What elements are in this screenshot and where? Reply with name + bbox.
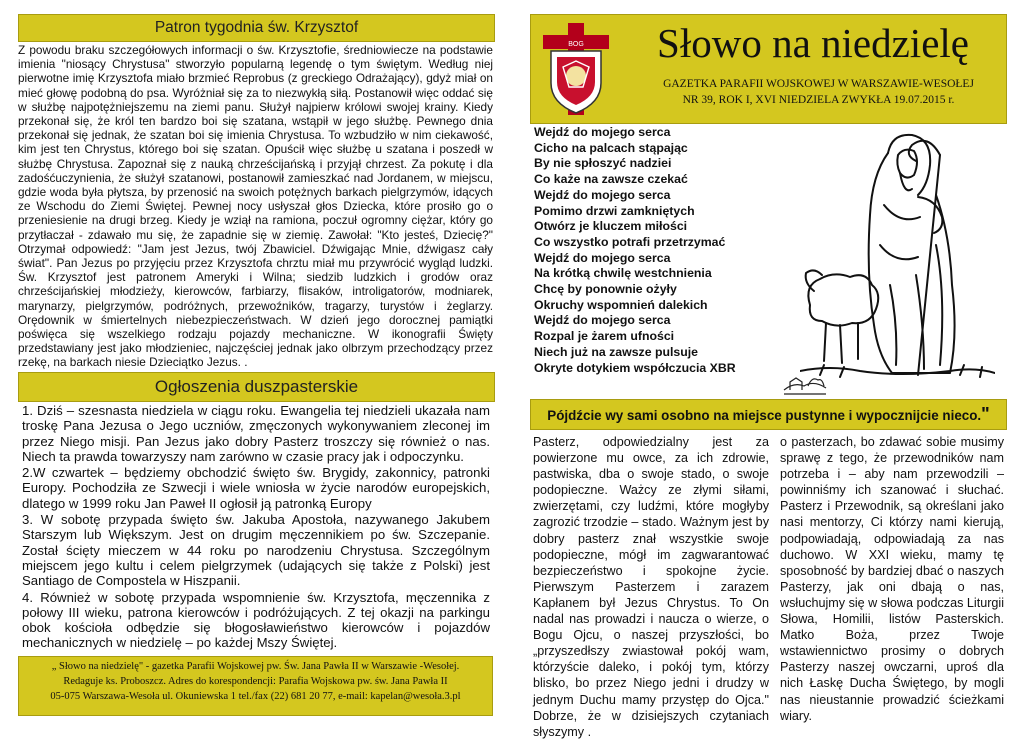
masthead [530,14,1007,124]
poem-line: Cicho na palcach stąpając [534,140,688,155]
reflection-text-right: o pasterzach, bo zdawać sobie musimy sprawę z tego, że przewodników nam potrzeba i – aby nam przewodzili – powinniśmy ich szanować i słuchać. Pasterz i Przewodnik, są określani jako nasi mentorzy, Ci którzy nami kierują, podpowiadają, odpowiadają za nas duchowo. W XXI wieku, mamy tę sposobność by bardziej dbać o naszych Pasterzy, jak oni dbają o nas, wsłuchujmy się w słowa podczas Liturgii Słowa, Homilii, listów Pasterskich. Matko Boża, przez Twoje wstawiennictwo prosimy o dobrych Pasterzy naszej owczarni, uproś dla nich Łaskę Ducha Świętego, by mogli nas nieustannie prowadzić ścieżkami wiary. [780,435,1004,723]
announcement-item: 3. W sobotę przypada święto św. Jakuba Apostoła, nazywanego Jakubem Starszym lub Większym. Jest on drugim męczennikiem po św. Szczepanie. Został ścięty mieczem w 44 roku po narodzeniu Chrystusa. Szczególnym miejscem jego kultu i celem pielgrzymek (udających się także z Polski) jest Santiago de Compostela w Hiszpanii. [22,512,490,589]
masthead-title: Słowo na niedzielę [657,20,969,66]
footer-box [18,656,493,716]
poem-line: Co wszystko potrafi przetrzymać [534,234,726,249]
announcements-list [22,403,490,652]
reflection-column-right [780,434,1004,724]
quote-mark: " [981,404,990,424]
announcement-item: 2.W czwartek – będziemy obchodzić święto św. Brygidy, zakonnicy, patronki Europy. Pochodziła ze Szwecji i wiele wniosła w życie narodów europejskich, dlatego w 1999 roku Jan Paweł II ogłosił ją patronką Europy [22,465,490,511]
announcements-heading: Ogłoszenia duszpasterskie [154,377,359,396]
announcement-item: 1. Dziś – szesnasta niedziela w ciągu roku. Ewangelia tej niedzieli ukazała nam troskę Pana Jezusa o Jego uczniów, zmęczonych wykonywaniem zleconej im przez Niego misji. Pan Jezus jako dobry Pasterz troszczy się również o nas. Niech ta prawda towarzyszy nam zarówno w czasie pracy jak i odpoczynku. [22,403,490,464]
gospel-quote: Pójdźcie wy sami osobno na miejsce pustynne i wypocznijcie nieco. [547,408,982,423]
poem-line: Niech już na zawsze pulsuje [534,344,699,359]
poem-line: Wejdź do mojego serca [534,250,671,265]
poem-line: Wejdź do mojego serca [534,125,671,139]
patron-heading: Patron tygodnia św. Krzysztof [154,19,359,36]
masthead-subtitle: GAZETKA PARAFII WOJSKOWEJ W WARSZAWIE-WESOŁEJ [663,78,974,90]
poem-line: Pomimo drzwi zamkniętych [534,203,695,218]
footer-line-3: 05-075 Warszawa-Wesoła ul. Okuniewska 1 tel./fax (22) 681 20 77, e-mail: kapelan@wesoła.3.pl [50,691,461,702]
poem-line: Wejdź do mojego serca [534,313,671,328]
poem-line: Rozpal je żarem ufności [534,329,675,344]
announcements-heading-bar [18,372,495,402]
gospel-quote-bar [530,399,1007,430]
poem-line: By nie spłoszyć nadziei [534,156,672,171]
poem-line: Otwórz je kluczem miłości [534,219,688,234]
masthead-issue: NR 39, ROK I, XVI NIEDZIELA ZWYKŁA 19.07.2015 r. [682,94,955,106]
reflection-column-left [533,434,769,740]
footer-line-2: Redaguje ks. Proboszcz. Adres do korespondencji: Parafia Wojskowa pw. św. Jana Pawła II [63,676,448,687]
small-landscape-icon [782,368,828,396]
poem-line: Wejdź do mojego serca [534,187,671,202]
good-shepherd-illustration-icon [800,125,995,390]
reflection-text-left: Pasterz, odpowiedzialny jest za powierzone mu owce, za ich zdrowie, pastwiska, dba o swoje stado, o swoje podopieczne. Ważcy ze złymi siłami, zwierzętami, czy ludźmi, które mogłyby zagrozić trzodzie – stado. Ważnym jest by dobry pasterz znał wszystkie swoje podopieczne, mógł im zagwarantować bezpieczeństwo i spokojne życie. Pierwszym Pasterzem i zarazem Kapłanem był Jezus Chrystus. To On nadal nas prowadzi i naucza o wierze, o Bogu Ojcu, o naszej przyszłości, bo „przyszedłszy zwiastował pokój wam, którzyście daleko, i pokój tym, którzy blisko, bo przez Niego jedni i drudzy w jednym Duchu mamy przystęp do Ojca." Dobrze, że w dzisiejszych czytaniach słyszymy . [533,435,769,739]
patron-heading-bar [18,14,495,42]
military-ordinariate-emblem-icon [537,21,615,117]
poem-line: Co każe na zawsze czekać [534,172,688,187]
patron-article [18,43,493,370]
poem-line: Okruchy wspomnień dalekich [534,297,708,312]
footer-line-1: „ Słowo na niedzielę" - gazetka Parafii Wojskowej pw. Św. Jana Pawła II w Warszawie -Wesołej. [51,661,460,672]
announcement-item: 4. Również w sobotę przypada wspomnienie św. Krzysztofa, męczennika z połowy III wieku, patrona kierowców i podróżujących. Z tej okazji na parkingu obok kościoła odbędzie się błogosławieństwo kierowców i pojazdów mechanicznych w niedzielę – po każdej Mszy Świętej. [22,589,490,651]
poem-line: Okryte dotykiem współczucia XBR [534,360,736,375]
poem [534,125,794,376]
emblem-label: BOG [568,41,584,48]
patron-article-text: Z powodu braku szczegółowych informacji o św. Krzysztofie, średniowiecze na podstawie imienia "niosący Chrystusa" stworzyło popularną legendę o tym świętym. Według niej pierwotne imię Krzysztofa miało brzmieć Reprobus (z greckiego Odrażający), gdyż miał on mieć głowę podobną do psa. Wyróżniał się za to niezwykłą siłą. Postanowił więc oddać się w służbę najpotężniejszemu na ziemi panu. Służył najpierw królowi swojej krainy. Kiedy przekonał się, że król ten bardzo boi się szatana, wstąpił w jego służbę. Pewnego dnia przekonał się jednak, że szatan boi się imienia Chrystusa. To wzbudziło w nim ciekawość, kim jest ten Chrystus, którego boi się szatan. Opuścił więc służbę u szatana i poszedł w służbę Chrystusa. Zapoznał się z nauką chrześcijańską i przyjął chrzest. Za pokutę i dla zadośćuczynienia, że służył szatanowi, postanowił zamieszkać nad Jordanem, w miejscu, gdzie woda była płytsza, by przenosić na swoich potężnych barkach pielgrzymów, idących ze Wschodu do Ziemi Świętej. Pewnej nocy usłyszał głos Dziecka, które prosiło go o przeniesienie na drugi brzeg. Kiedy je wziął na ramiona, poczuł ogromny ciężar, który go przytłaczał - zdawało mu się, że zapadnie się w ziemię. Zawołał: "Kto jesteś, Dziecię?" Otrzymał odpowiedź: "Jam jest Jezus, twój Zbawiciel. Dźwigając Mnie, dźwigasz cały świat". Pan Jezus po przyjęciu przez Krzysztofa chrztu miał mu przywrócić wygląd ludzki. Św. Krzysztof jest patronem Ameryki i Wilna; siedzib ludzkich i grodów oraz chrześcijańskiej młodzieży, kierowców, farbiarzy, flisaków, introligatorów, modniarek, marynarzy, pielgrzymów, podróżnych, przewoźników, tragarzy, turystów i żeglarzy. Orędownik w śmiertelnych niebezpieczeństwach. W dzień jego dorocznej pamiątki poświęca się wszelkiego rodzaju pojazdy mechaniczne. W ikonografii Święty przedstawiany jest jako młodzieniec, najczęściej jednak jako olbrzym przechodzący przez rzekę, na barkach niesie Dzieciątko Jezus. . [18,43,493,370]
poem-line: Chcę by ponownie ożyły [534,282,677,297]
poem-line: Na krótką chwilę westchnienia [534,266,712,281]
